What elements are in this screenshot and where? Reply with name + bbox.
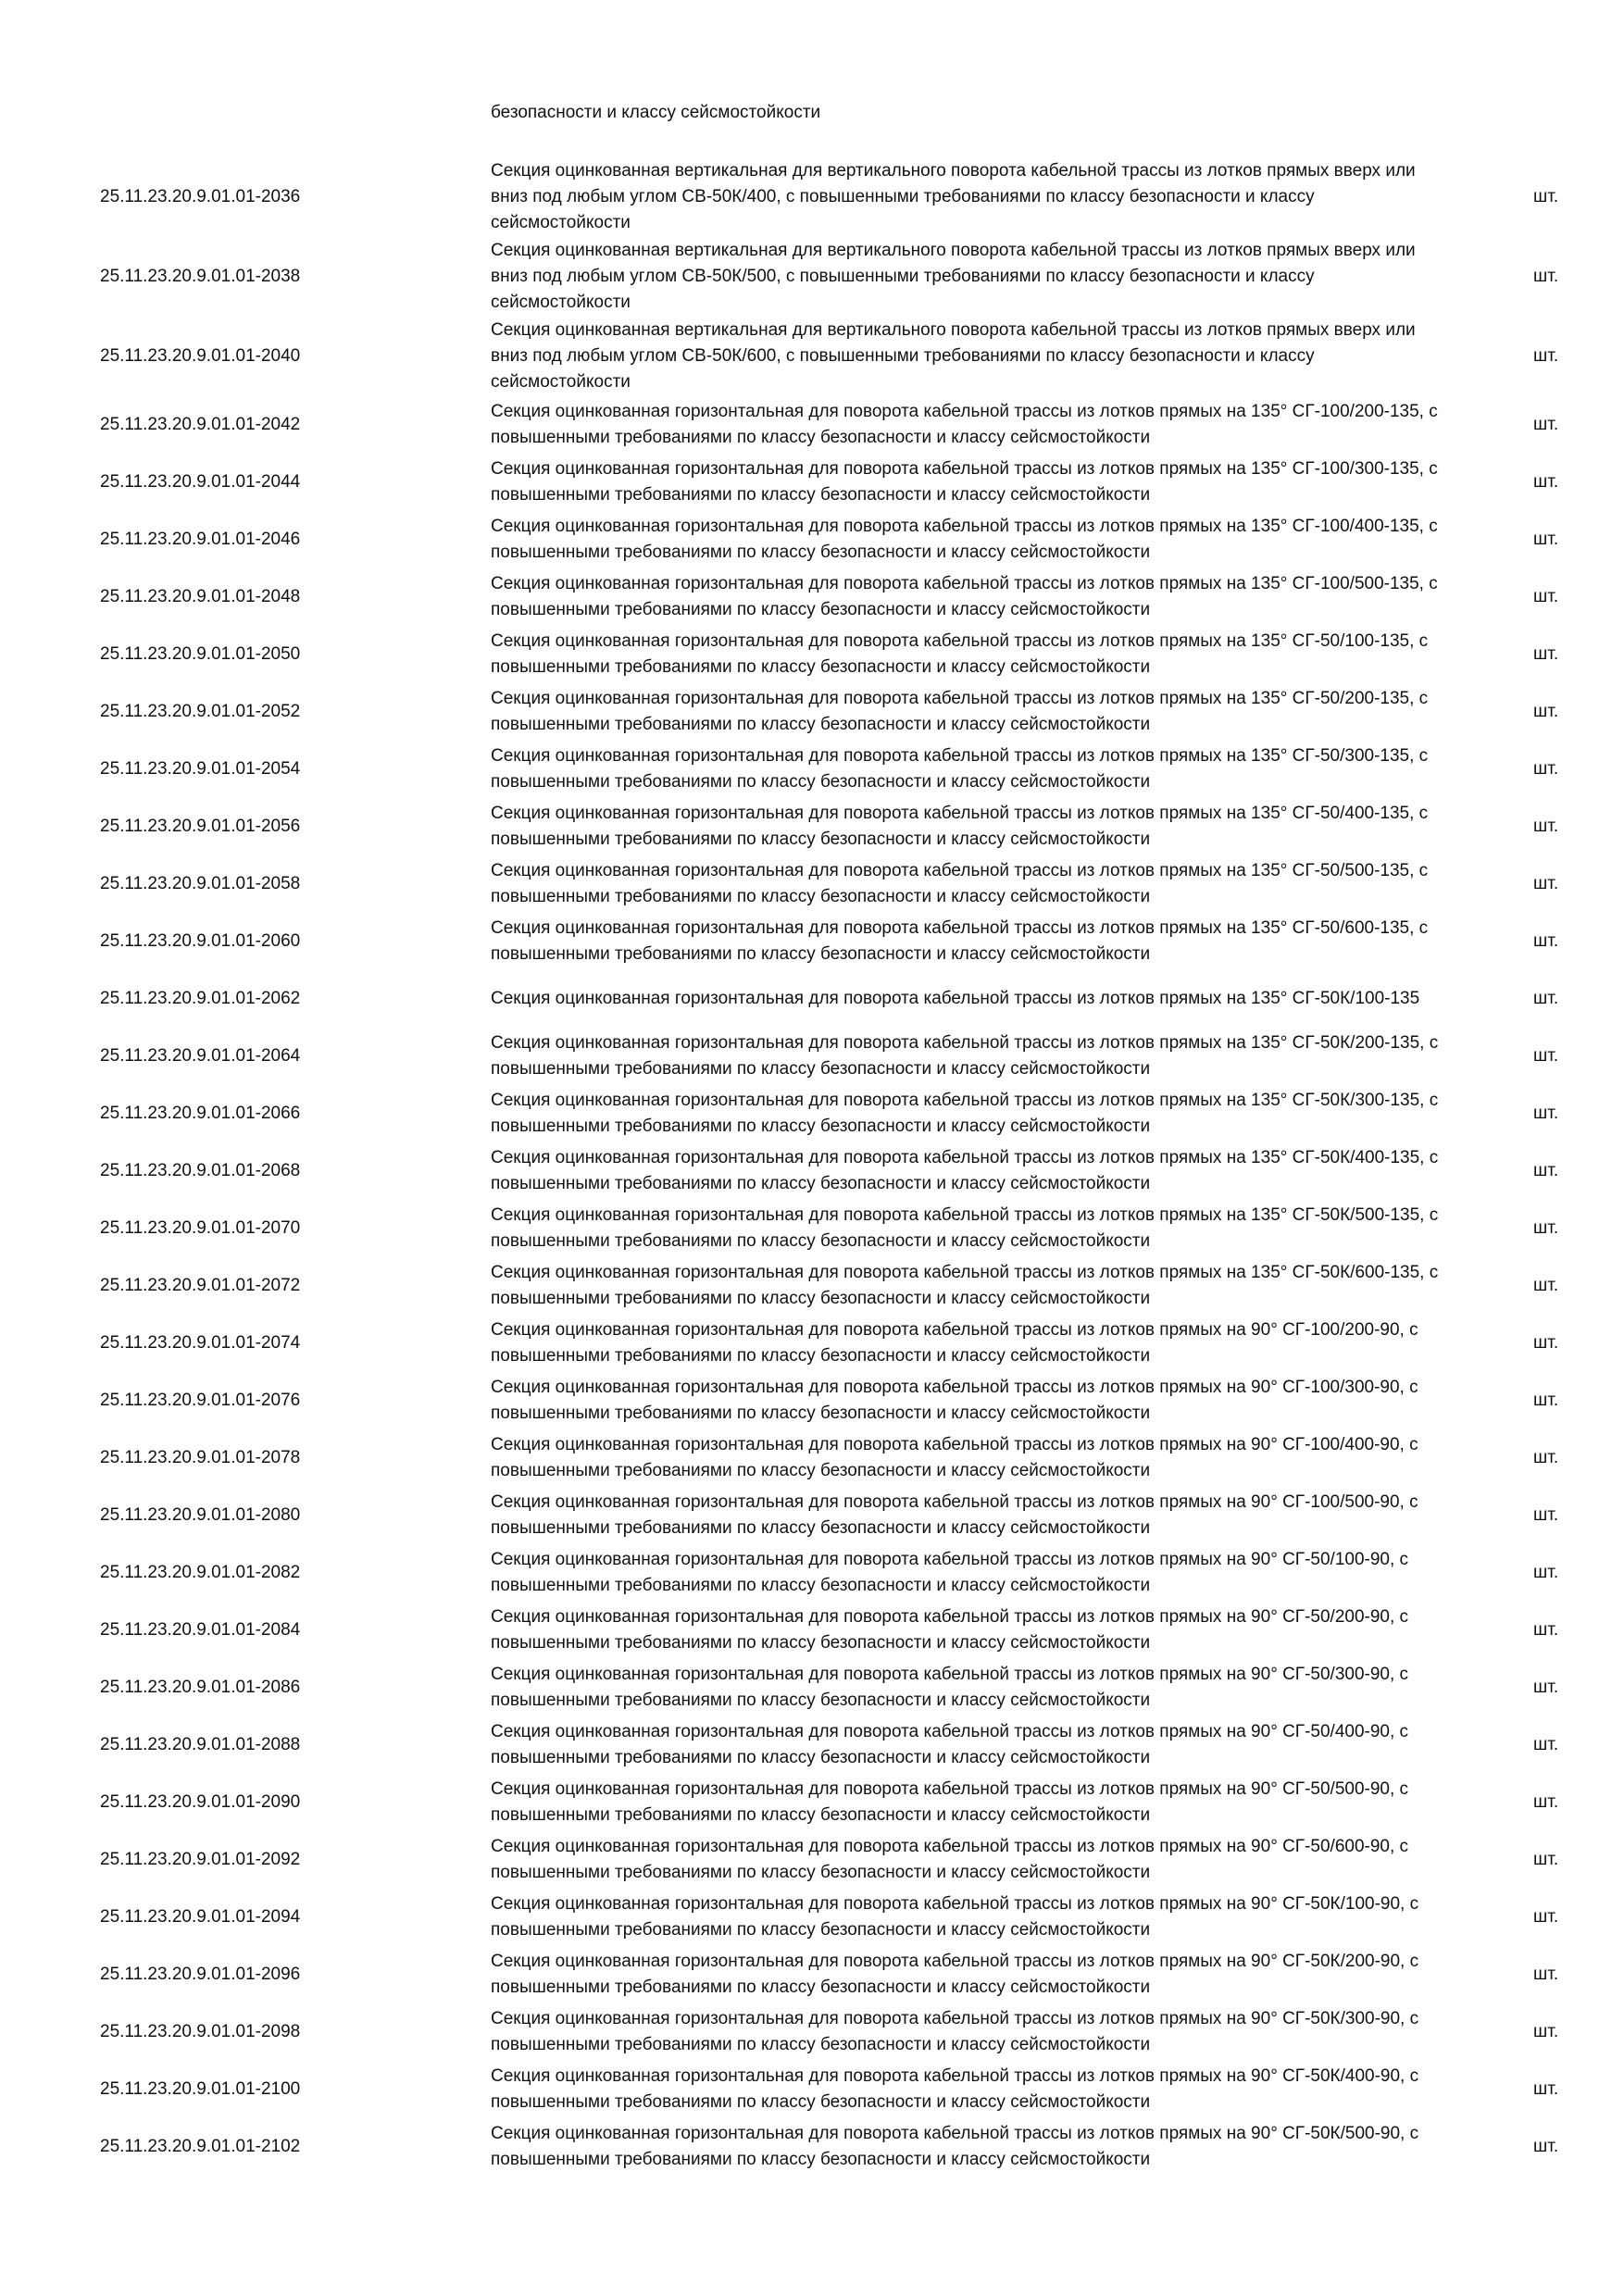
row-code: 25.11.23.20.9.01.01-2100 — [100, 2079, 301, 2099]
row-description: Секция оцинкованная горизонтальная для поворота кабельной трассы из лотков прямых на 90° СГ-100/400-90, с повышенными требованиями по классу безопасности и классу сейсмостойкости — [491, 1435, 1418, 1480]
table-row — [0, 1372, 1624, 1429]
table-row — [0, 454, 1624, 511]
row-code: 25.11.23.20.9.01.01-2048 — [100, 587, 301, 606]
row-code: 25.11.23.20.9.01.01-2060 — [100, 931, 301, 951]
row-unit: шт. — [1533, 702, 1559, 721]
row-description: Секция оцинкованная горизонтальная для поворота кабельной трассы из лотков прямых на 90° СГ-50К/300-90, с повышенными требованиями по классу безопасности и классу сейсмостойкости — [491, 2009, 1419, 2054]
row-code: 25.11.23.20.9.01.01-2056 — [100, 817, 301, 836]
row-unit: шт. — [1533, 644, 1559, 664]
row-code: 25.11.23.20.9.01.01-2066 — [100, 1104, 301, 1123]
row-code: 25.11.23.20.9.01.01-2038 — [100, 267, 301, 286]
row-description: Секция оцинкованная горизонтальная для поворота кабельной трассы из лотков прямых на 90° СГ-50К/100-90, с повышенными требованиями по классу безопасности и классу сейсмостойкости — [491, 1894, 1419, 1940]
row-code: 25.11.23.20.9.01.01-2086 — [100, 1678, 301, 1697]
table-row — [0, 1774, 1624, 1831]
table-row — [0, 1257, 1624, 1315]
row-description: Секция оцинкованная горизонтальная для поворота кабельной трассы из лотков прямых на 90° СГ-100/200-90, с повышенными требованиями по классу безопасности и классу сейсмостойкости — [491, 1320, 1418, 1366]
row-unit: шт. — [1533, 1391, 1559, 1410]
row-description: Секция оцинкованная горизонтальная для поворота кабельной трассы из лотков прямых на 135° СГ-50/500-135, с повышенными требованиями по классу безопасности и классу сейсмостойкости — [491, 861, 1429, 906]
table-row — [0, 741, 1624, 798]
row-unit: шт. — [1533, 415, 1559, 434]
row-code: 25.11.23.20.9.01.01-2092 — [100, 1850, 301, 1869]
row-unit: шт. — [1533, 587, 1559, 606]
table-row — [0, 1831, 1624, 1889]
row-code: 25.11.23.20.9.01.01-2074 — [100, 1333, 301, 1353]
row-code: 25.11.23.20.9.01.01-2084 — [100, 1620, 301, 1640]
row-description: Секция оцинкованная горизонтальная для поворота кабельной трассы из лотков прямых на 90° СГ-50/600-90, с повышенными требованиями по классу безопасности и классу сейсмостойкости — [491, 1837, 1409, 1882]
table-row — [0, 1085, 1624, 1142]
row-description: Секция оцинкованная горизонтальная для поворота кабельной трассы из лотков прямых на 135° СГ-100/500-135, с повышенными требованиями по классу безопасности и классу сейсмостойкости — [491, 574, 1438, 619]
table-row — [0, 237, 1624, 317]
table-row — [0, 2061, 1624, 2118]
row-description: Секция оцинкованная горизонтальная для поворота кабельной трассы из лотков прямых на 90° СГ-50/400-90, с повышенными требованиями по классу безопасности и классу сейсмостойкости — [491, 1722, 1409, 1767]
table-row — [0, 970, 1624, 1028]
row-unit: шт. — [1533, 1850, 1559, 1869]
row-code: 25.11.23.20.9.01.01-2058 — [100, 874, 301, 893]
row-unit: шт. — [1533, 1965, 1559, 1984]
row-unit: шт. — [1533, 1563, 1559, 1582]
row-code: 25.11.23.20.9.01.01-2090 — [100, 1792, 301, 1812]
table-row — [0, 1487, 1624, 1544]
row-description: Секция оцинкованная горизонтальная для поворота кабельной трассы из лотков прямых на 90° СГ-50/500-90, с повышенными требованиями по классу безопасности и классу сейсмостойкости — [491, 1779, 1409, 1825]
row-code: 25.11.23.20.9.01.01-2078 — [100, 1448, 301, 1467]
row-code: 25.11.23.20.9.01.01-2062 — [100, 989, 301, 1008]
table-row — [0, 1602, 1624, 1659]
table-row — [0, 913, 1624, 970]
row-description: Секция оцинкованная горизонтальная для поворота кабельной трассы из лотков прямых на 135° СГ-50/300-135, с повышенными требованиями по классу безопасности и классу сейсмостойкости — [491, 746, 1429, 792]
row-description: Секция оцинкованная горизонтальная для поворота кабельной трассы из лотков прямых на 90° СГ-50К/500-90, с повышенными требованиями по классу безопасности и классу сейсмостойкости — [491, 2124, 1419, 2169]
row-code: 25.11.23.20.9.01.01-2082 — [100, 1563, 301, 1582]
row-code: 25.11.23.20.9.01.01-2040 — [100, 346, 301, 366]
row-code: 25.11.23.20.9.01.01-2036 — [100, 187, 301, 206]
row-description: Секция оцинкованная горизонтальная для поворота кабельной трассы из лотков прямых на 135° СГ-50/200-135, с повышенными требованиями по классу безопасности и классу сейсмостойкости — [491, 689, 1429, 734]
row-unit: шт. — [1533, 1505, 1559, 1525]
row-description: Секция оцинкованная горизонтальная для поворота кабельной трассы из лотков прямых на 90° СГ-50/300-90, с повышенными требованиями по классу безопасности и классу сейсмостойкости — [491, 1665, 1409, 1710]
row-description: Секция оцинкованная горизонтальная для поворота кабельной трассы из лотков прямых на 90° СГ-100/500-90, с повышенными требованиями по классу безопасности и классу сейсмостойкости — [491, 1492, 1418, 1538]
row-unit: шт. — [1533, 817, 1559, 836]
price-table — [0, 157, 1624, 2176]
table-row — [0, 568, 1624, 626]
table-row — [0, 1028, 1624, 1085]
table-row — [0, 798, 1624, 855]
row-code: 25.11.23.20.9.01.01-2044 — [100, 472, 301, 492]
table-row — [0, 2118, 1624, 2176]
row-unit: шт. — [1533, 1907, 1559, 1927]
row-description: Секция оцинкованная горизонтальная для поворота кабельной трассы из лотков прямых на 135° СГ-100/300-135, с повышенными требованиями по классу безопасности и классу сейсмостойкости — [491, 459, 1438, 505]
table-row — [0, 1659, 1624, 1716]
table-row — [0, 1429, 1624, 1487]
row-unit: шт. — [1533, 530, 1559, 549]
row-unit: шт. — [1533, 1104, 1559, 1123]
row-unit: шт. — [1533, 1276, 1559, 1295]
row-unit: шт. — [1533, 1161, 1559, 1180]
row-description: Секция оцинкованная горизонтальная для поворота кабельной трассы из лотков прямых на 135° СГ-50К/300-135, с повышенными требованиями по классу безопасности и классу сейсмостойкости — [491, 1091, 1439, 1136]
row-description: Секция оцинкованная горизонтальная для поворота кабельной трассы из лотков прямых на 135° СГ-50/400-135, с повышенными требованиями по классу безопасности и классу сейсмостойкости — [491, 804, 1429, 849]
row-unit: шт. — [1533, 1218, 1559, 1238]
table-row — [0, 396, 1624, 454]
row-code: 25.11.23.20.9.01.01-2050 — [100, 644, 301, 664]
row-description: Секция оцинкованная горизонтальная для поворота кабельной трассы из лотков прямых на 135° СГ-50/600-135, с повышенными требованиями по классу безопасности и классу сейсмостойкости — [491, 918, 1429, 964]
row-unit: шт. — [1533, 2137, 1559, 2156]
row-description: Секция оцинкованная горизонтальная для поворота кабельной трассы из лотков прямых на 135° СГ-50/100-135, с повышенными требованиями по классу безопасности и классу сейсмостойкости — [491, 631, 1429, 677]
row-unit: шт. — [1533, 267, 1559, 286]
row-description: Секция оцинкованная горизонтальная для поворота кабельной трассы из лотков прямых на 90° СГ-50К/200-90, с повышенными требованиями по классу безопасности и классу сейсмостойкости — [491, 1952, 1419, 1997]
row-code: 25.11.23.20.9.01.01-2042 — [100, 415, 301, 434]
row-description: Секция оцинкованная горизонтальная для поворота кабельной трассы из лотков прямых на 135° СГ-50К/400-135, с повышенными требованиями по классу безопасности и классу сейсмостойкости — [491, 1148, 1439, 1193]
row-unit: шт. — [1533, 1620, 1559, 1640]
row-unit: шт. — [1533, 1448, 1559, 1467]
row-unit: шт. — [1533, 874, 1559, 893]
row-code: 25.11.23.20.9.01.01-2102 — [100, 2137, 301, 2156]
row-unit: шт. — [1533, 1678, 1559, 1697]
row-code: 25.11.23.20.9.01.01-2070 — [100, 1218, 301, 1238]
table-row — [0, 855, 1624, 913]
table-row — [0, 2003, 1624, 2061]
row-description: Секция оцинкованная горизонтальная для поворота кабельной трассы из лотков прямых на 90° СГ-50К/400-90, с повышенными требованиями по классу безопасности и классу сейсмостойкости — [491, 2066, 1419, 2112]
table-row — [0, 157, 1624, 237]
row-code: 25.11.23.20.9.01.01-2076 — [100, 1391, 301, 1410]
row-code: 25.11.23.20.9.01.01-2046 — [100, 530, 301, 549]
row-description: Секция оцинкованная горизонтальная для поворота кабельной трассы из лотков прямых на 135° СГ-50К/200-135, с повышенными требованиями по классу безопасности и классу сейсмостойкости — [491, 1033, 1439, 1079]
row-code: 25.11.23.20.9.01.01-2054 — [100, 759, 301, 779]
row-description: Секция оцинкованная горизонтальная для поворота кабельной трассы из лотков прямых на 135° СГ-100/400-135, с повышенными требованиями по классу безопасности и классу сейсмостойкости — [491, 517, 1438, 562]
table-row — [0, 511, 1624, 568]
continuation-text: безопасности и классу сейсмостойкости — [491, 103, 821, 122]
table-row — [0, 317, 1624, 396]
row-unit: шт. — [1533, 759, 1559, 779]
row-unit: шт. — [1533, 1046, 1559, 1066]
table-row — [0, 626, 1624, 683]
row-description: Секция оцинкованная вертикальная для вертикального поворота кабельной трассы из лотков прямых вверх или вниз под любым углом СВ-50К/500, с повышенными требованиями по классу безопасности и классу сейсмостойкости — [491, 241, 1416, 312]
row-description: Секция оцинкованная вертикальная для вертикального поворота кабельной трассы из лотков прямых вверх или вниз под любым углом СВ-50К/400, с повышенными требованиями по классу безопасности и классу сейсмостойкости — [491, 161, 1416, 232]
row-unit: шт. — [1533, 989, 1559, 1008]
row-code: 25.11.23.20.9.01.01-2068 — [100, 1161, 301, 1180]
row-code: 25.11.23.20.9.01.01-2052 — [100, 702, 301, 721]
table-row — [0, 1716, 1624, 1774]
row-unit: шт. — [1533, 187, 1559, 206]
table-row — [0, 1946, 1624, 2003]
row-code: 25.11.23.20.9.01.01-2072 — [100, 1276, 301, 1295]
row-code: 25.11.23.20.9.01.01-2064 — [100, 1046, 301, 1066]
row-unit: шт. — [1533, 346, 1559, 366]
row-unit: шт. — [1533, 1735, 1559, 1754]
table-row — [0, 683, 1624, 741]
row-unit: шт. — [1533, 472, 1559, 492]
row-description: Секция оцинкованная горизонтальная для поворота кабельной трассы из лотков прямых на 135° СГ-50К/500-135, с повышенными требованиями по классу безопасности и классу сейсмостойкости — [491, 1205, 1439, 1251]
row-unit: шт. — [1533, 2022, 1559, 2041]
table-row — [0, 1200, 1624, 1257]
row-code: 25.11.23.20.9.01.01-2096 — [100, 1965, 301, 1984]
row-code: 25.11.23.20.9.01.01-2080 — [100, 1505, 301, 1525]
row-unit: шт. — [1533, 931, 1559, 951]
row-description: Секция оцинкованная вертикальная для вертикального поворота кабельной трассы из лотков прямых вверх или вниз под любым углом СВ-50К/600, с повышенными требованиями по классу безопасности и классу сейсмостойкости — [491, 320, 1416, 392]
row-unit: шт. — [1533, 1792, 1559, 1812]
table-row — [0, 1889, 1624, 1946]
table-row — [0, 1544, 1624, 1602]
table-row — [0, 1315, 1624, 1372]
row-description: Секция оцинкованная горизонтальная для поворота кабельной трассы из лотков прямых на 135° СГ-100/200-135, с повышенными требованиями по классу безопасности и классу сейсмостойкости — [491, 402, 1438, 447]
row-description: Секция оцинкованная горизонтальная для поворота кабельной трассы из лотков прямых на 90° СГ-100/300-90, с повышенными требованиями по классу безопасности и классу сейсмостойкости — [491, 1378, 1418, 1423]
row-code: 25.11.23.20.9.01.01-2088 — [100, 1735, 301, 1754]
row-description: Секция оцинкованная горизонтальная для поворота кабельной трассы из лотков прямых на 90° СГ-50/100-90, с повышенными требованиями по классу безопасности и классу сейсмостойкости — [491, 1550, 1409, 1595]
row-code: 25.11.23.20.9.01.01-2098 — [100, 2022, 301, 2041]
row-code: 25.11.23.20.9.01.01-2094 — [100, 1907, 301, 1927]
table-row — [0, 1142, 1624, 1200]
row-description: Секция оцинкованная горизонтальная для поворота кабельной трассы из лотков прямых на 135° СГ-50К/600-135, с повышенными требованиями по классу безопасности и классу сейсмостойкости — [491, 1263, 1439, 1308]
row-unit: шт. — [1533, 2079, 1559, 2099]
row-description: Секция оцинкованная горизонтальная для поворота кабельной трассы из лотков прямых на 135° СГ-50К/100-135 — [491, 989, 1420, 1008]
row-unit: шт. — [1533, 1333, 1559, 1353]
row-description: Секция оцинкованная горизонтальная для поворота кабельной трассы из лотков прямых на 90° СГ-50/200-90, с повышенными требованиями по классу безопасности и классу сейсмостойкости — [491, 1607, 1409, 1653]
